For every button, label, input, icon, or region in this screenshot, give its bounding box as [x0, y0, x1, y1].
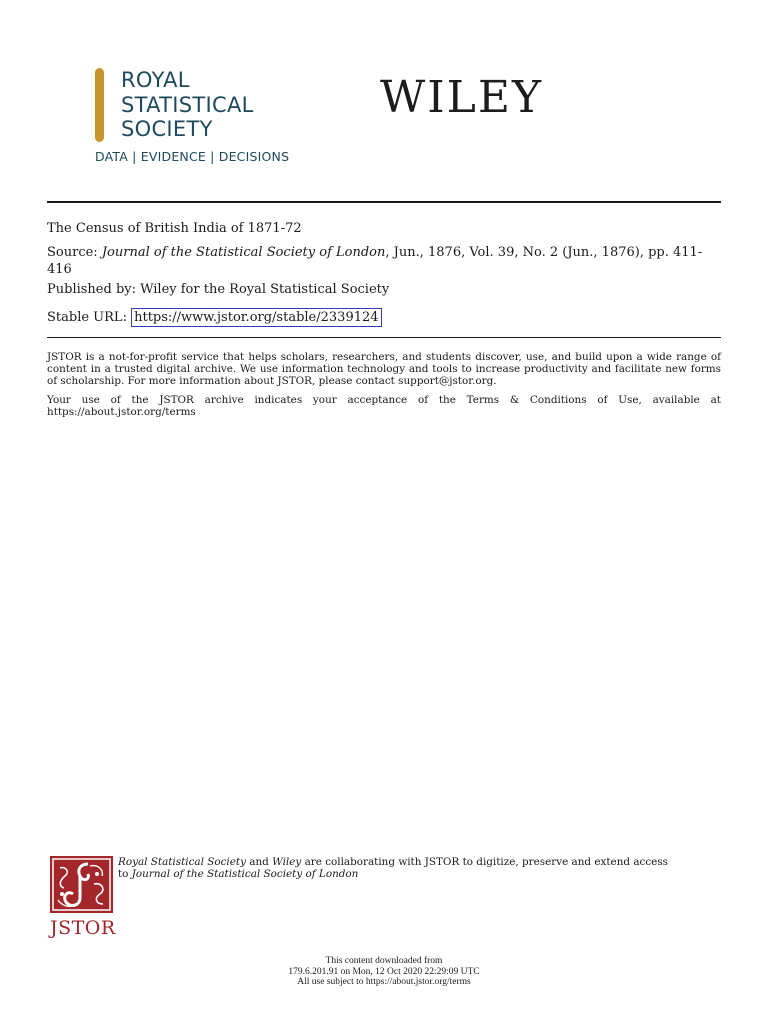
source-label: Source: [47, 245, 98, 260]
middle-divider [47, 337, 721, 338]
collab-text: are collaborating with JSTOR to digitize, preserve and extend access to [118, 856, 668, 880]
collab-org-rss: Royal Statistical Society [118, 856, 246, 868]
royal-statistical-society-logo [95, 68, 305, 168]
rss-logo-tagline: DATA | EVIDENCE | DECISIONS [95, 149, 290, 164]
rss-logo-bar [95, 68, 104, 142]
footer-line-3: All use subject to https://about.jstor.org/terms [297, 977, 471, 987]
download-footer [0, 956, 768, 988]
jstor-wordmark: JSTOR [50, 917, 116, 939]
wiley-logo: WILEY [380, 72, 543, 123]
article-source [47, 244, 721, 278]
collab-and: and [245, 856, 273, 868]
collab-org-wiley: Wiley [272, 856, 302, 868]
collab-journal: Journal of the Statistical Society of London [131, 868, 359, 880]
terms-notice: Your use of the JSTOR archive indicates your acceptance of the Terms & Conditions of Use, available at https://about.jstor.org/terms [47, 394, 721, 418]
jstor-notice: JSTOR is a not-for-profit service that helps scholars, researchers, and students discover, use, and build upon a wide range of content in a trusted digital archive. We use information technology and tools to increase productivity and facilitate new forms of scholarship. For more information about JSTOR, please contact support@jstor.org. [47, 351, 721, 387]
stable-url-link[interactable]: https://www.jstor.org/stable/2339124 [131, 308, 381, 327]
rss-logo-name: ROYAL STATISTICAL SOCIETY [121, 68, 254, 141]
footer-line-2: 179.6.201.91 on Mon, 12 Oct 2020 22:29:09 UTC [288, 966, 480, 977]
stable-url-label: Stable URL: [47, 310, 127, 325]
jstor-logo [50, 856, 114, 939]
jstor-emblem-icon [50, 856, 113, 913]
source-details: , Jun., 1876, Vol. 39, No. 2 (Jun., 1876), pp. 411-416 [47, 245, 703, 277]
footer-line-1: This content downloaded from [325, 956, 443, 966]
article-title: The Census of British India of 1871-72 [47, 221, 302, 236]
stable-url-line [47, 309, 721, 326]
collaboration-statement [118, 856, 678, 880]
top-divider [47, 201, 721, 203]
source-journal: Journal of the Statistical Society of London [101, 245, 386, 260]
article-publisher: Published by: Wiley for the Royal Statistical Society [47, 282, 390, 297]
